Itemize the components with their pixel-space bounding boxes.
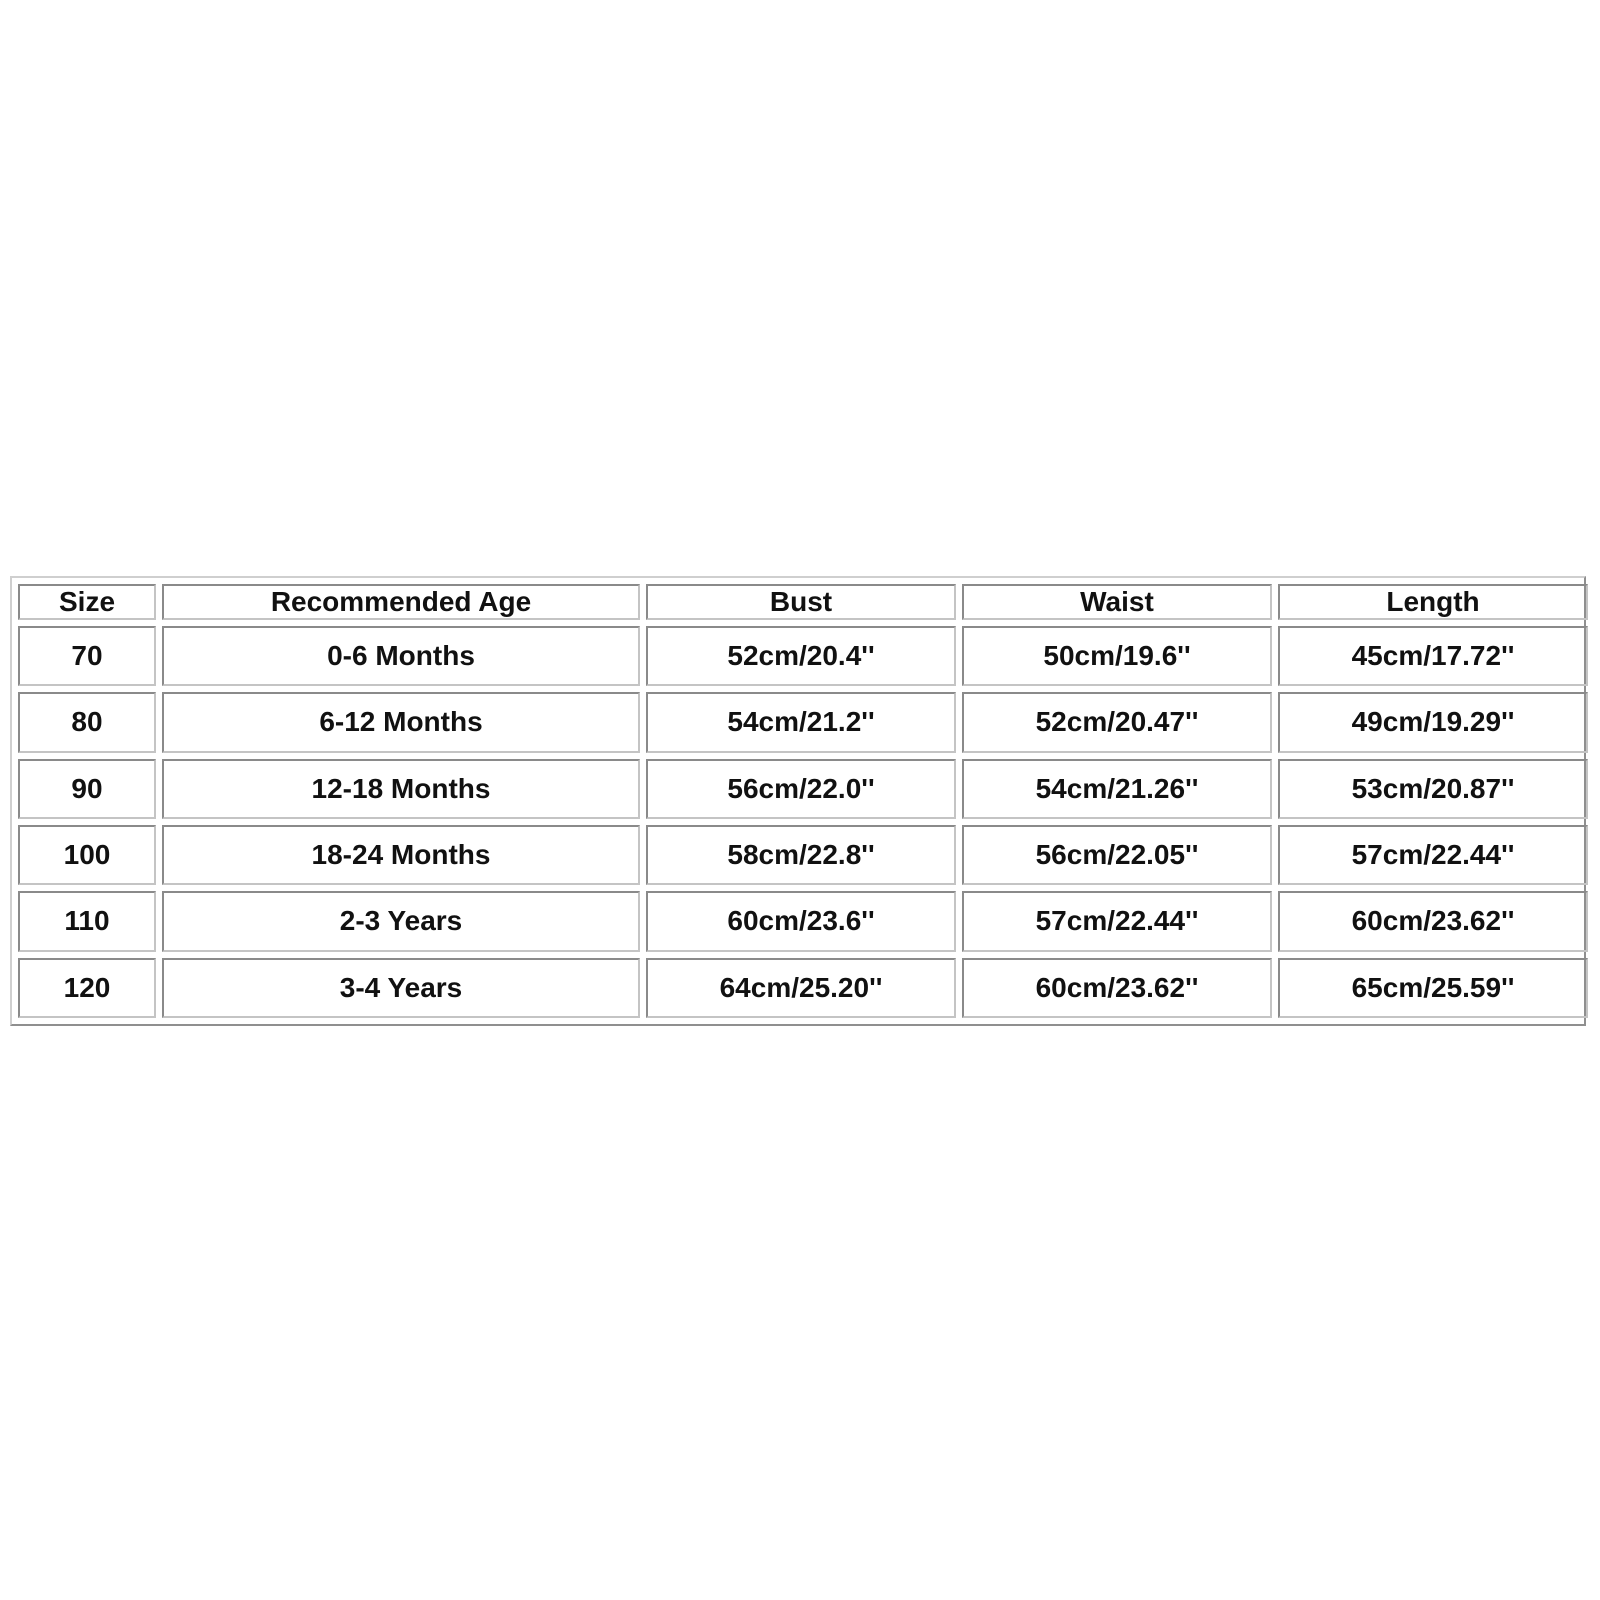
cell-bust: 60cm/23.6''	[646, 891, 956, 951]
cell-recommended-age: 3-4 Years	[162, 958, 640, 1018]
table-row	[18, 692, 1588, 752]
cell-waist: 57cm/22.44''	[962, 891, 1272, 951]
cell-bust: 54cm/21.2''	[646, 692, 956, 752]
header-size: Size	[18, 584, 156, 620]
header-bust: Bust	[646, 584, 956, 620]
cell-bust: 52cm/20.4''	[646, 626, 956, 686]
cell-size: 110	[18, 891, 156, 951]
cell-size: 100	[18, 825, 156, 885]
cell-waist: 60cm/23.62''	[962, 958, 1272, 1018]
cell-length: 53cm/20.87''	[1278, 759, 1588, 819]
cell-waist: 56cm/22.05''	[962, 825, 1272, 885]
cell-size: 80	[18, 692, 156, 752]
cell-waist: 54cm/21.26''	[962, 759, 1272, 819]
header-row	[18, 584, 1588, 620]
cell-bust: 58cm/22.8''	[646, 825, 956, 885]
cell-length: 60cm/23.62''	[1278, 891, 1588, 951]
table-row	[18, 891, 1588, 951]
cell-size: 70	[18, 626, 156, 686]
cell-waist: 50cm/19.6''	[962, 626, 1272, 686]
size-chart	[10, 576, 1586, 1026]
cell-recommended-age: 6-12 Months	[162, 692, 640, 752]
cell-waist: 52cm/20.47''	[962, 692, 1272, 752]
cell-size: 120	[18, 958, 156, 1018]
cell-recommended-age: 0-6 Months	[162, 626, 640, 686]
header-length: Length	[1278, 584, 1588, 620]
cell-recommended-age: 2-3 Years	[162, 891, 640, 951]
cell-length: 45cm/17.72''	[1278, 626, 1588, 686]
cell-length: 49cm/19.29''	[1278, 692, 1588, 752]
table-row	[18, 626, 1588, 686]
cell-recommended-age: 12-18 Months	[162, 759, 640, 819]
table-row	[18, 825, 1588, 885]
cell-bust: 64cm/25.20''	[646, 958, 956, 1018]
header-waist: Waist	[962, 584, 1272, 620]
cell-bust: 56cm/22.0''	[646, 759, 956, 819]
table-row	[18, 759, 1588, 819]
cell-length: 65cm/25.59''	[1278, 958, 1588, 1018]
table-row	[18, 958, 1588, 1018]
header-recommended-age: Recommended Age	[162, 584, 640, 620]
cell-recommended-age: 18-24 Months	[162, 825, 640, 885]
size-chart-table	[12, 578, 1594, 1024]
cell-length: 57cm/22.44''	[1278, 825, 1588, 885]
cell-size: 90	[18, 759, 156, 819]
